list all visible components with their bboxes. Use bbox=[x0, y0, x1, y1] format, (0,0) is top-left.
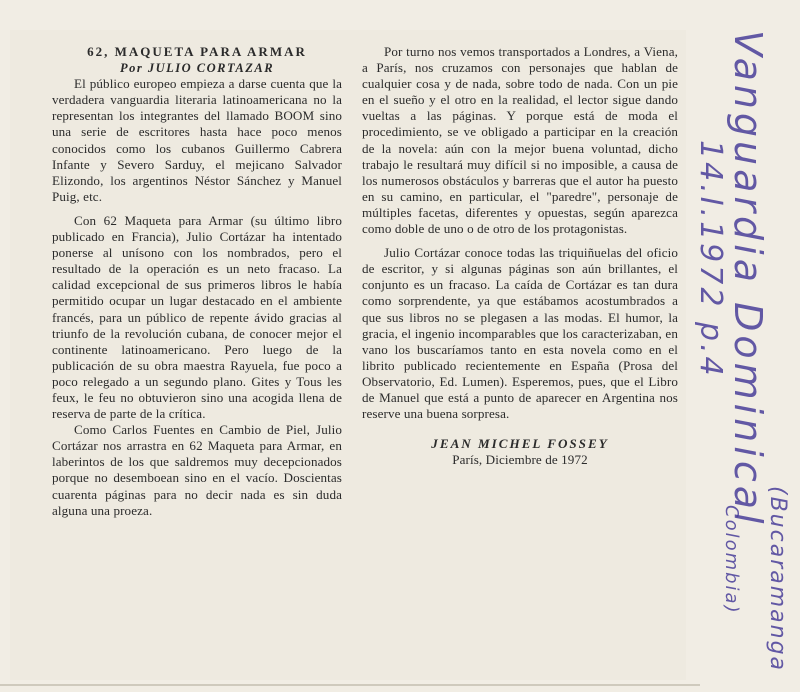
signature-place-date: París, Diciembre de 1972 bbox=[452, 452, 588, 468]
article-byline: Por JULIO CORTAZAR bbox=[119, 61, 275, 76]
article-left-column bbox=[52, 44, 342, 519]
right-paragraph: Julio Cortázar conoce todas las triquiñuelas del oficio de escritor, y si algunas páginas son aún brillantes, el conjunto es un fracaso. La caída de Cortázar es tan dura como sorprendente, ya que estábamos acostumbrados a que sus libros no se plegasen a las modas. El humor, la gracia, el ingenio incomparables que los caracterizaban, en vano los buscaríamos tanto en esta novela como en el librito publicado recientemente en España (Prosa del Observatorio, Ed. Lumen). Esperemos, pues, que el Libro de Manuel que está a punto de aparecer en Argentina nos reserve una buena sorpresa. bbox=[362, 245, 678, 422]
left-paragraph: El público europeo empieza a darse cuenta que la verdadera vanguardia literaria latinoamericana no la representan los integrantes del llamado BOOM sino una serie de escritores hasta hace poco menos conocidos como los cubanos Guillermo Cabrera Infante y Severo Sarduy, el mejicano Salvador Elizondo, los argentinos Néstor Sánchez y Manuel Puig, etc. bbox=[52, 76, 342, 204]
left-paragraph: Con 62 Maqueta para Armar (su último libro publicado en Francia), Julio Cortázar ha intentado ponerse al unísono con los nombrados, pero el resultado de la operación es un neto fracaso. La calidad excepcional de sus primeros libros le había permitido ocupar un lugar destacado en el ambiente francés, para un público de repente ávido gracias al triunfo de la revolución cubana, de conocer mejor el continente latinoamericano. Pero luego de la publicación de su obra maestra Rayuela, fue poco a poco relegado a un segundo plano. Gites y Tous les feux, le feu no obtuvieron sino una acogida llena de reserva de parte de la crítica. bbox=[52, 212, 342, 422]
left-paragraph: Como Carlos Fuentes en Cambio de Piel, Julio Cortázar nos arrastra en 62 Maqueta para Armar, en laberintos de los que saldremos muy decepcionados porque no desemboean sino en el vacío. Doscientas cuarenta páginas para no decir nada es sin duda alguna una proeza. bbox=[52, 422, 342, 518]
signature-name: JEAN MICHEL FOSSEY bbox=[431, 436, 609, 452]
article-title: 62, MAQUETA PARA ARMAR bbox=[87, 44, 307, 59]
handwritten-country: Colombia) bbox=[721, 505, 742, 615]
article-right-column bbox=[362, 44, 678, 468]
handwritten-date-page: 14.I.1972 p.4 bbox=[693, 140, 728, 379]
handwritten-city: (Bucaramanga bbox=[765, 486, 790, 673]
clipping-bottom-edge bbox=[0, 684, 700, 686]
handwritten-source: Vanguardia Dominical bbox=[726, 30, 770, 528]
right-paragraph: Por turno nos vemos transportados a Londres, a Viena, a París, nos cruzamos con personajes que hablan de cualquier cosa y de nada, sobre todo de nada. Con un pie en el sueño y el otro en la realidad, el lector sigue dando vueltas a las páginas. Y porque está de moda el procedimiento, se ve obligado a participar en la creación de la novela: aún con la mejor buena voluntad, dicho trabajo le resultará muy difícil si no imposible, a causa de los numerosos obstáculos y barreras que el autor ha puesto en su camino, en particular, el "paredre", personaje de múltiples facetas, diferentes y opuestas, según aparezca como doble de uno o de otro de los protagonistas. bbox=[362, 44, 678, 237]
